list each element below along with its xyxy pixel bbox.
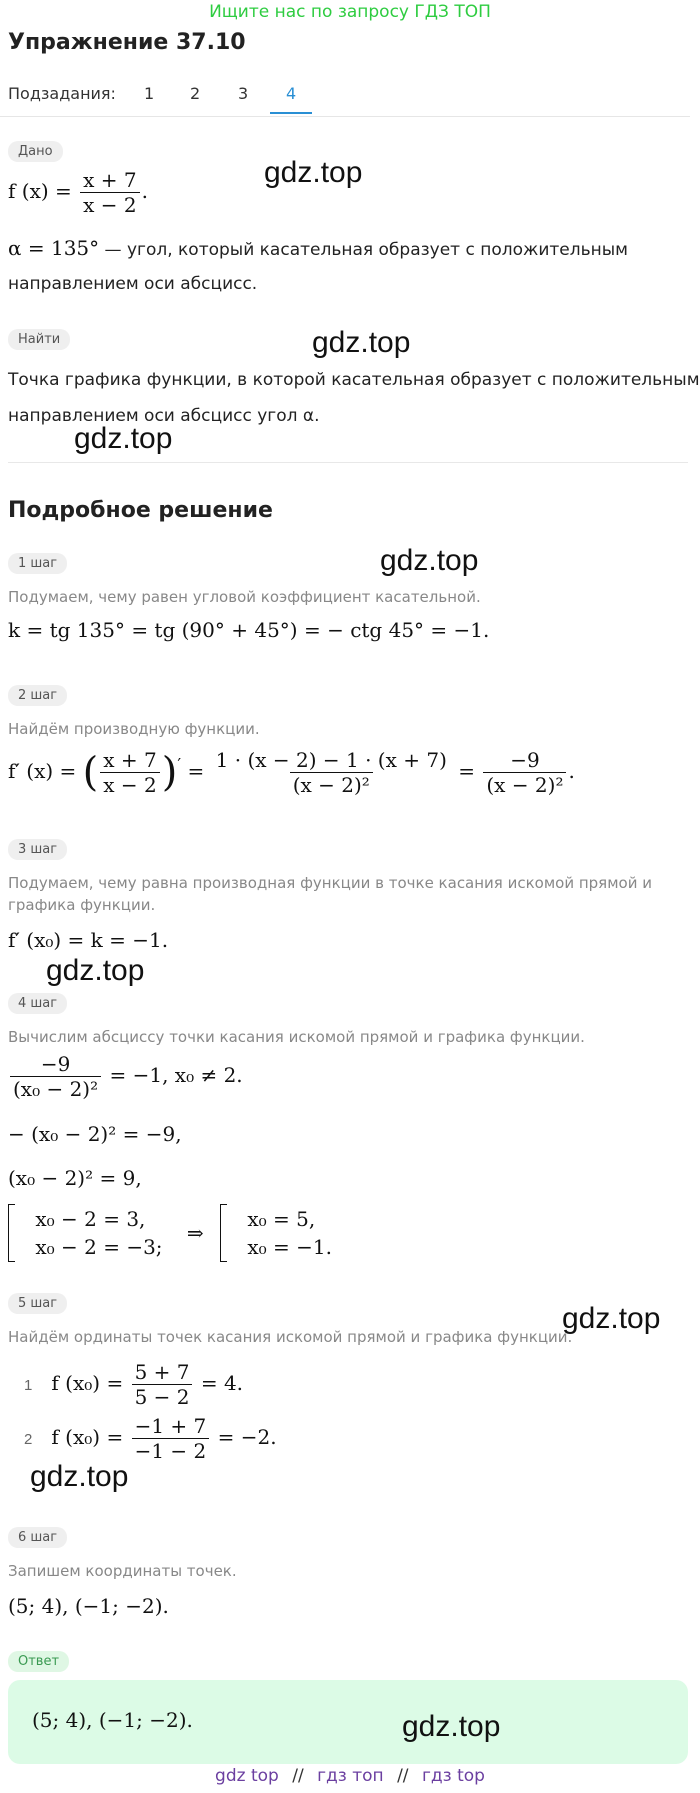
step-4-badge: 4 шаг <box>8 993 67 1014</box>
watermark: gdz.top <box>402 1710 501 1743</box>
step-2-hint: Найдём производную функции. <box>8 720 260 738</box>
step-4-hint: Вычислим абсциссу точки касания искомой прямой и графика функции. <box>8 1028 585 1046</box>
tab-4[interactable]: 4 <box>286 84 297 103</box>
step-1-hint: Подумаем, чему равен угловой коэффициент касательной. <box>8 588 481 606</box>
step-6-math: (5; 4), (−1; −2). <box>8 1594 169 1618</box>
find-badge: Найти <box>8 329 70 350</box>
footer-sep: // <box>397 1766 409 1786</box>
step-2-math: f′ (x) = ( $\frac{x + 7}{x - 2}$ )′ = $\frac{1 \cdot (x - 2) - 1 \cdot (x + 7)}{\text{(x − 2)²}}$ = $\frac{-9}{\text{(x − 2)²}}$ . <box>8 748 575 797</box>
watermark: gdz.top <box>312 326 411 359</box>
footer-link-3[interactable]: гдз top <box>421 1766 485 1786</box>
watermark: gdz.top <box>264 156 363 189</box>
watermark: gdz.top <box>30 1460 129 1493</box>
step-3-hint-1: Подумаем, чему равна производная функции в точке касания искомой прямой и <box>8 874 652 892</box>
step-3-math: f′ (x₀) = k = −1. <box>8 928 169 952</box>
find-text-2: направлением оси абсцисс угол α. <box>8 406 320 426</box>
step-4-line-3: (x₀ − 2)² = 9, <box>8 1166 142 1190</box>
step-4-line-2: − (x₀ − 2)² = −9, <box>8 1122 182 1146</box>
step-4-line-1: $\frac{-9}{\text{(x₀ − 2)²}}$ = −1, x₀ ≠ 2. <box>8 1052 243 1101</box>
solution-heading: Подробное решение <box>8 498 273 523</box>
footer-sep: // <box>292 1766 304 1786</box>
subtasks-label: Подзадания: <box>8 84 116 103</box>
step-5-badge: 5 шаг <box>8 1293 67 1314</box>
watermark: gdz.top <box>74 422 173 455</box>
step-3-badge: 3 шаг <box>8 839 67 860</box>
step-5-item-2: 2 f (x₀) = $\frac{-1 + 7}{-1 - 2}$ = −2. <box>24 1414 277 1463</box>
given-badge: Дано <box>8 141 63 162</box>
watermark: gdz.top <box>46 954 145 987</box>
given-alpha: α = 135° — угол, который касательная образует с положительным <box>8 236 628 260</box>
footer-link-2[interactable]: гдз топ <box>317 1766 384 1786</box>
step-5-item-1: 1 f (x₀) = $\frac{5 + 7}{5 - 2}$ = 4. <box>24 1360 244 1409</box>
step-4-system: x₀ − 2 = 3, x₀ − 2 = −3; ⇒ x₀ = 5, x₀ = −1. <box>8 1204 332 1262</box>
step-6-badge: 6 шаг <box>8 1527 67 1548</box>
footer-links <box>0 1766 700 1786</box>
step-1-math: k = tg 135° = tg (90° + 45°) = − ctg 45° = −1. <box>8 618 490 642</box>
step-1-badge: 1 шаг <box>8 553 67 574</box>
footer-link-1[interactable]: gdz top <box>215 1766 279 1786</box>
watermark: gdz.top <box>380 544 479 577</box>
divider <box>8 462 688 463</box>
subtasks-bar <box>0 80 690 117</box>
step-2-badge: 2 шаг <box>8 685 67 706</box>
tab-3[interactable]: 3 <box>238 84 249 103</box>
active-tab-indicator <box>270 112 312 114</box>
given-alpha-cont: направлением оси абсцисс. <box>8 274 258 294</box>
answer-badge: Ответ <box>8 1651 69 1672</box>
step-5-hint: Найдём ординаты точек касания искомой прямой и графика функции. <box>8 1328 573 1346</box>
step-6-hint: Запишем координаты точек. <box>8 1562 237 1580</box>
find-text-1: Точка графика функции, в которой касательная образует с положительным <box>8 370 700 390</box>
given-function: f (x) = $\frac{x + 7}{x - 2}$ . <box>8 168 148 217</box>
tab-2[interactable]: 2 <box>190 84 201 103</box>
answer-math: (5; 4), (−1; −2). <box>32 1708 193 1732</box>
tab-1[interactable]: 1 <box>144 84 155 103</box>
page-title: Упражнение 37.10 <box>8 30 246 55</box>
promo-link[interactable]: Ищите нас по запросу ГДЗ ТОП <box>209 2 491 22</box>
step-3-hint-2: графика функции. <box>8 896 156 914</box>
watermark: gdz.top <box>562 1302 661 1335</box>
